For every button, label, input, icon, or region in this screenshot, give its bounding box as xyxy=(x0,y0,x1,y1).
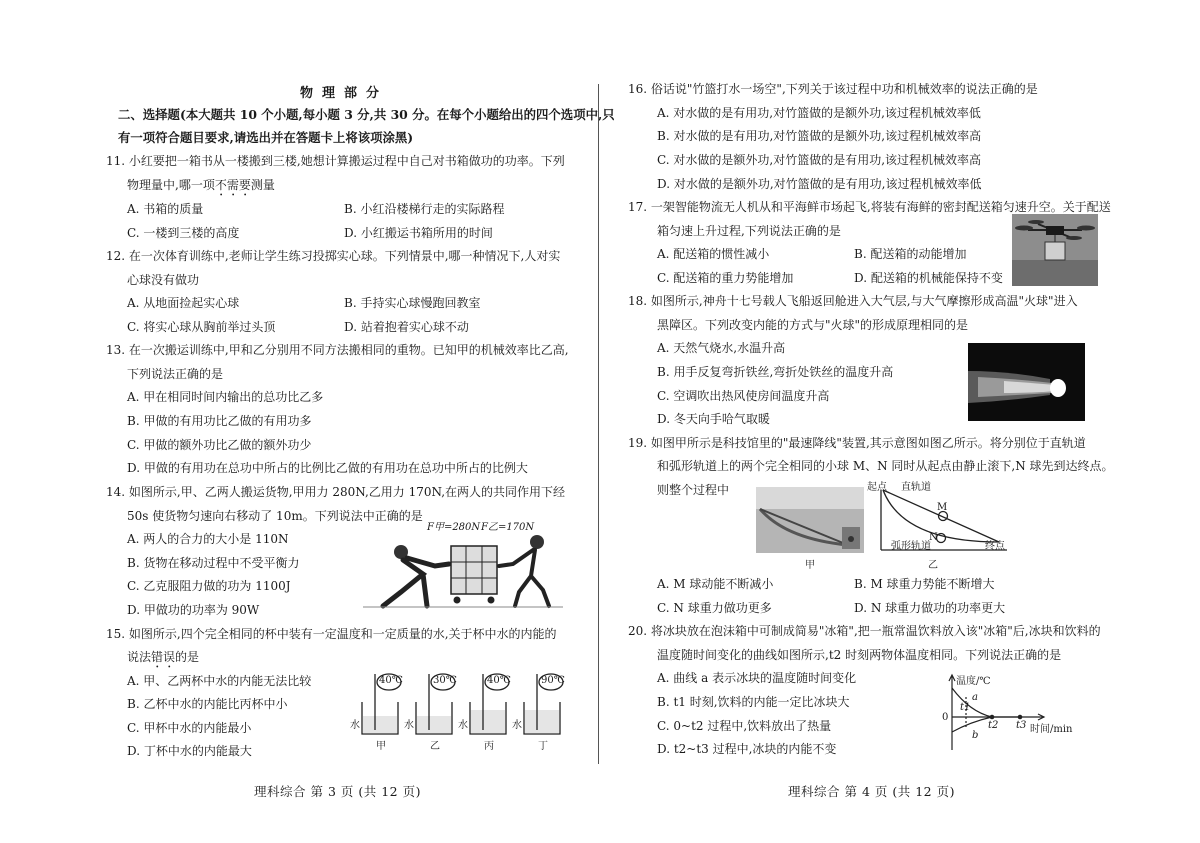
q20-label-t2: t2 xyxy=(988,720,999,731)
q15-option-a: A. 甲、乙两杯中水的内能无法比较 xyxy=(127,674,312,688)
q17-stem-line1: 17. 一架智能物流无人机从和平海鲜市场起飞,将装有海鲜的密封配送箱匀速升空。关于配送 xyxy=(628,200,1111,214)
q20-option-a: A. 曲线 a 表示冰块的温度随时间变化 xyxy=(657,671,857,685)
q14-stem-line1: 14. 如图所示,甲、乙两人搬运货物,甲用力 280N,乙用力 170N,在两人的共同作用下经 xyxy=(106,485,566,499)
page-divider xyxy=(598,84,599,764)
q14-figure-pushing-crate xyxy=(363,522,563,610)
q18-figure-fireball-photo xyxy=(968,343,1085,421)
q20-label-x-axis: 时间/min xyxy=(1030,724,1073,735)
q14-option-d: D. 甲做功的功率为 90W xyxy=(127,603,260,617)
q13-option-d: D. 甲做的有用功在总功中所占的比例比乙做的有用功在总功中所占的比例大 xyxy=(127,461,528,475)
q15-water-label-3: 水 xyxy=(458,720,468,731)
q19-figure-yi-schematic xyxy=(867,480,1013,558)
q19-option-a: A. M 球动能不断减小 xyxy=(657,577,774,591)
q17-stem-line2: 箱匀速上升过程,下列说法正确的是 xyxy=(657,224,841,238)
q11-option-a: A. 书箱的质量 xyxy=(127,202,204,216)
q16-option-a: A. 对水做的是有用功,对竹篮做的是额外功,该过程机械效率低 xyxy=(657,106,981,120)
q13-option-b: B. 甲做的有用功比乙做的有用功多 xyxy=(127,414,312,428)
q20-option-d: D. t2~t3 过程中,冰块的内能不变 xyxy=(657,742,837,756)
q19-option-d: D. N 球重力做功的功率更大 xyxy=(854,601,1006,615)
q15-water-label-1: 水 xyxy=(350,720,360,731)
q20-figure-temperature-graph xyxy=(940,670,1098,756)
q16-option-c: C. 对水做的是额外功,对竹篮做的是有用功,该过程机械效率高 xyxy=(657,153,982,167)
q20-stem-line2: 温度随时间变化的曲线如图所示,t2 时刻两物体温度相同。下列说法正确的是 xyxy=(657,648,1062,662)
q13-option-c: C. 甲做的额外功比乙做的额外功少 xyxy=(127,438,312,452)
footer-right: 理科综合 第 4 页 (共 12 页) xyxy=(788,784,955,799)
q19-label-straight: 直轨道 xyxy=(901,482,931,493)
q20-label-origin: 0 xyxy=(942,712,949,723)
q15-cup-label-jia: 甲 xyxy=(376,741,386,752)
q15-stem-line1: 15. 如图所示,四个完全相同的杯中装有一定温度和一定质量的水,关于杯中水的内能的 xyxy=(106,627,557,641)
q12-option-b: B. 手持实心球慢跑回教室 xyxy=(344,296,481,310)
q20-label-t3: t3 xyxy=(1016,720,1027,731)
q14-option-c: C. 乙克服阻力做的功为 1100J xyxy=(127,579,291,593)
q20-label-curve-b: b xyxy=(972,730,979,741)
q20-label-t1: t1 xyxy=(960,702,971,713)
q15-option-c: C. 甲杯中水的内能最小 xyxy=(127,721,252,735)
q14-option-b: B. 货物在移动过程中不受平衡力 xyxy=(127,556,300,570)
q19-option-c: C. N 球重力做功更多 xyxy=(657,601,772,615)
q11-stem-line2: 物理量中,哪一项不需要测量 xyxy=(127,178,275,192)
q19-stem-line1: 19. 如图甲所示是科技馆里的"最速降线"装置,其示意图如图乙所示。将分别位于直轨道 xyxy=(628,436,1086,450)
q18-stem-line1: 18. 如图所示,神舟十七号载人飞船返回舱进入大气层,与大气摩擦形成高温"火球"进入 xyxy=(628,294,1078,308)
q12-stem-line1: 12. 在一次体育训练中,老师让学生练习投掷实心球。下列情景中,哪一种情况下,人对实 xyxy=(106,249,561,263)
section-title: 物理部分 xyxy=(299,86,388,101)
q15-temp-ding: 90℃ xyxy=(541,675,565,686)
q15-temp-jia: 40℃ xyxy=(379,675,403,686)
q17-figure-drone-photo xyxy=(1012,214,1098,286)
q15-option-d: D. 丁杯中水的内能最大 xyxy=(127,744,252,758)
q18-option-a: A. 天然气烧水,水温升高 xyxy=(657,341,786,355)
q20-label-y-axis: 温度/℃ xyxy=(956,676,991,687)
q15-water-label-4: 水 xyxy=(512,720,522,731)
q19-stem-line3: 则整个过程中 xyxy=(657,483,730,497)
q12-option-d: D. 站着抱着实心球不动 xyxy=(344,320,469,334)
q15-option-b: B. 乙杯中水的内能比丙杯中小 xyxy=(127,697,288,711)
q19-label-n: N xyxy=(929,532,938,543)
section-heading-line1: 二、选择题(本大题共 10 个小题,每小题 3 分,共 30 分。在每个小题给出的四个选项中,只 xyxy=(118,107,615,122)
q11-option-b: B. 小红沿楼梯行走的实际路程 xyxy=(344,202,505,216)
q18-option-d: D. 冬天向手哈气取暖 xyxy=(657,412,770,426)
q15-cup-label-ding: 丁 xyxy=(538,741,548,752)
section-heading-line2: 有一项符合题目要求,请选出并在答题卡上将该项涂黑) xyxy=(118,130,414,145)
q13-option-a: A. 甲在相同时间内输出的总功比乙多 xyxy=(127,390,324,404)
q11-option-c: C. 一楼到三楼的高度 xyxy=(127,226,240,240)
q14-option-a: A. 两人的合力的大小是 110N xyxy=(127,532,289,546)
q12-option-a: A. 从地面捡起实心球 xyxy=(127,296,240,310)
q16-option-d: D. 对水做的是额外功,对竹篮做的是有用功,该过程机械效率低 xyxy=(657,177,982,191)
q13-stem-line1: 13. 在一次搬运训练中,甲和乙分别用不同方法搬相同的重物。已知甲的机械效率比乙高, xyxy=(106,343,569,357)
q13-stem-line2: 下列说法正确的是 xyxy=(127,367,224,381)
q12-option-c: C. 将实心球从胸前举过头顶 xyxy=(127,320,276,334)
q19-caption-jia: 甲 xyxy=(805,560,815,571)
q17-option-a: A. 配送箱的惯性减小 xyxy=(657,247,770,261)
footer-left: 理科综合 第 3 页 (共 12 页) xyxy=(254,784,421,799)
q18-option-b: B. 用手反复弯折铁丝,弯折处铁丝的温度升高 xyxy=(657,365,894,379)
q15-temp-yi: 30℃ xyxy=(433,675,457,686)
q16-stem: 16. 俗话说"竹篮打水一场空",下列关于该过程中功和机械效率的说法正确的是 xyxy=(628,82,1038,96)
q19-caption-yi: 乙 xyxy=(928,560,938,571)
q19-option-b: B. M 球重力势能不断增大 xyxy=(854,577,995,591)
q14-stem-line2: 50s 使货物匀速向右移动了 10m。下列说法中正确的是 xyxy=(127,509,423,523)
q15-cup-label-yi: 乙 xyxy=(430,741,440,752)
q19-figure-jia-photo xyxy=(756,487,864,553)
q14-figure-force-yi: F乙=170N xyxy=(481,522,535,533)
q20-stem-line1: 20. 将冰块放在泡沫箱中可制成简易"冰箱",把一瓶常温饮料放入该"冰箱"后,冰块和饮料的 xyxy=(628,624,1101,638)
q15-figure-four-cups xyxy=(350,670,565,752)
q20-option-c: C. 0~t2 过程中,饮料放出了热量 xyxy=(657,719,832,733)
q15-cup-label-bing: 丙 xyxy=(484,741,494,752)
q17-option-b: B. 配送箱的动能增加 xyxy=(854,247,967,261)
q19-stem-line2: 和弧形轨道上的两个完全相同的小球 M、N 同时从起点由静止滚下,N 球先到达终点。 xyxy=(657,459,1114,473)
q17-option-d: D. 配送箱的机械能保持不变 xyxy=(854,271,1003,285)
q18-option-c: C. 空调吹出热风使房间温度升高 xyxy=(657,389,830,403)
q19-label-arc: 弧形轨道 xyxy=(891,541,931,552)
q15-stem-line2: 说法错误的是 xyxy=(127,650,200,664)
page-left xyxy=(106,0,615,843)
q12-stem-line2: 心球没有做功 xyxy=(127,273,200,287)
q20-label-curve-a: a xyxy=(972,692,978,703)
q14-figure-force-jia: F甲=280N xyxy=(427,522,481,533)
q15-water-label-2: 水 xyxy=(404,720,414,731)
q17-option-c: C. 配送箱的重力势能增加 xyxy=(657,271,794,285)
q11-option-d: D. 小红搬运书箱所用的时间 xyxy=(344,226,493,240)
q20-option-b: B. t1 时刻,饮料的内能一定比冰块大 xyxy=(657,695,850,709)
q19-label-start: 起点 xyxy=(867,482,887,493)
q19-label-m: M xyxy=(937,502,948,513)
q11-stem-line1: 11. 小红要把一箱书从一楼搬到三楼,她想计算搬运过程中自己对书箱做功的功率。下列 xyxy=(106,154,565,168)
q15-temp-bing: 40℃ xyxy=(487,675,511,686)
page-right xyxy=(628,0,1114,843)
q19-label-end: 终点 xyxy=(985,541,1005,552)
q16-option-b: B. 对水做的是有用功,对竹篮做的是额外功,该过程机械效率高 xyxy=(657,129,982,143)
q18-stem-line2: 黑障区。下列改变内能的方式与"火球"的形成原理相同的是 xyxy=(657,318,969,332)
